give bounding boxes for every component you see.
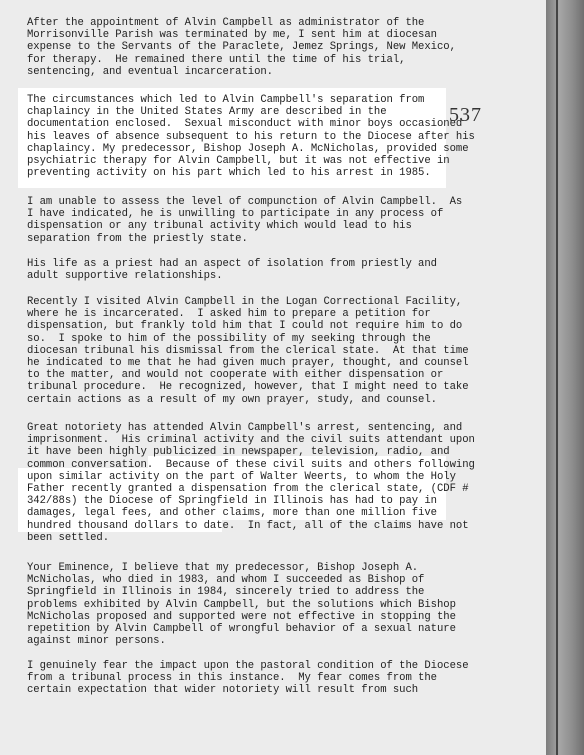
paragraph-1: After the appointment of Alvin Campbell as administrator of the Morrisonville Parish was terminated by me, I sent him at diocesan expense to the Servants of the Paraclete, Jemez Springs, New Mexico, for therapy. He remained there until the time of his trial, sentencing, and eventual incarceration. <box>27 17 456 78</box>
scan-edge-strip <box>546 0 584 755</box>
paragraph-5: Recently I visited Alvin Campbell in the Logan Correctional Facility, where he is incarcerated. I asked him to prepare a petition for dispensation, but frankly told him that I could not require him to do so. I spoke to him of the possibility of my seeking through the diocesan tribunal his dismissal from the clerical state. At that time he indicated to me that he had given much prayer, thought, and counsel to the matter, and would not cooperate with either dispensation or tribunal procedure. He recognized, however, that I might need to take certain actions as a result of my own prayer, study, and counsel. <box>27 296 469 406</box>
scan-edge-line <box>556 0 558 755</box>
page-number: 537 <box>449 104 482 126</box>
paragraph-3: I am unable to assess the level of compunction of Alvin Campbell. As I have indicated, he is unwilling to participate in any process of dispensation or any tribunal activity which would lead to his separation from the priestly state. <box>27 196 463 245</box>
paragraph-7: Your Eminence, I believe that my predecessor, Bishop Joseph A. McNicholas, who died in 1983, and whom I succeeded as Bishop of Springfield in Illinois in 1984, sincerely tried to address the problems exhibited by Alvin Campbell, but the solutions which Bishop McNicholas proposed and supported were not effective in stopping the repetition by Alvin Campbell of wrongful behavior of a sexual nature against minor persons. <box>27 562 456 648</box>
paragraph-2: The circumstances which led to Alvin Campbell's separation from chaplaincy in the United States Army are described in the documentation enclosed. Sexual misconduct with minor boys occasioned his leaves of absence subsequent to his return to the Diocese after his chaplaincy. My predecessor, Bishop Joseph A. McNicholas, provided some psychiatric therapy for Alvin Campbell, but it was not effective in preventing activity on his part which led to his arrest in 1985. <box>27 94 475 180</box>
paragraph-8: I genuinely fear the impact upon the pastoral condition of the Diocese from a tribunal process in this instance. My fear comes from the certain expectation that wider notoriety will result from such <box>27 660 469 697</box>
paragraph-6: Great notoriety has attended Alvin Campbell's arrest, sentencing, and imprisonment. His criminal activity and the civil suits attendant upon it have been highly publicized in newspaper, television, radio, and common conversation. Because of these civil suits and others following upon similar activity on the part of Walter Weerts, to whom the Holy Father recently granted a dispensation from the clerical state, (CDF # 342/88s) the Diocese of Springfield in Illinois has had to pay in damages, legal fees, and other claims, more than one million five hundred thousand dollars to date. In fact, all of the claims have not been settled. <box>27 422 475 544</box>
paragraph-4: His life as a priest had an aspect of isolation from priestly and adult supportive relationships. <box>27 258 437 283</box>
